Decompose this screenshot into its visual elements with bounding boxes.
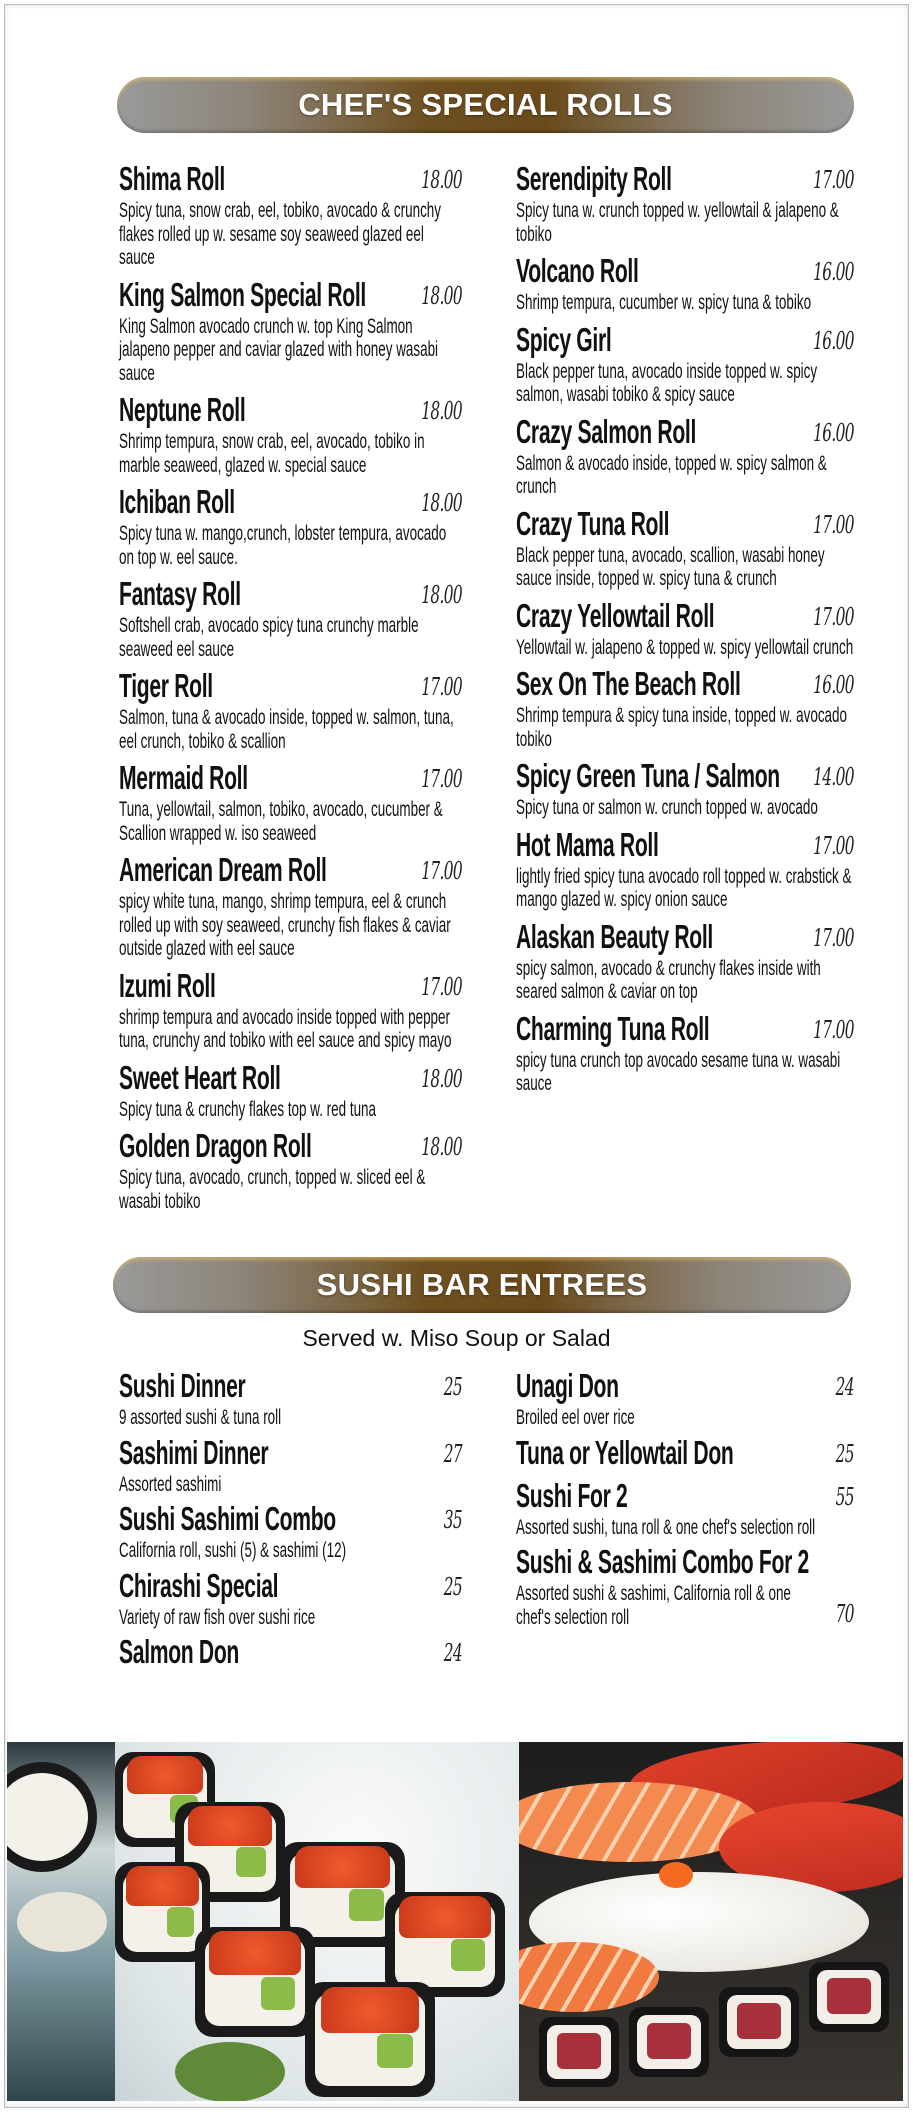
item-description: Shrimp tempura, snow crab, eel, avocado, tobiko in marble seaweed, glazed w. special sauce bbox=[119, 430, 425, 477]
menu-item-shima-roll bbox=[119, 159, 462, 270]
item-name: Chirashi Special bbox=[119, 1566, 279, 1604]
item-price: 14.00 bbox=[813, 763, 854, 791]
item-header-row bbox=[516, 1433, 854, 1473]
item-price: 16.00 bbox=[813, 326, 854, 355]
menu-item-crazy-yellowtail-roll bbox=[516, 596, 854, 660]
item-name: Spicy Green Tuna / Salmon bbox=[516, 757, 780, 794]
item-price: 25 bbox=[835, 1439, 854, 1468]
item-price: 18.00 bbox=[421, 581, 463, 609]
item-description: King Salmon avocado crunch w. top King Salmon jalapeno pepper and caviar glazed with honey wasabi sauce bbox=[119, 314, 439, 385]
item-header-row bbox=[119, 1433, 462, 1473]
item-description: Assorted sushi, tuna roll & one chef's selection roll bbox=[516, 1515, 816, 1539]
item-description: Shrimp tempura, cucumber w. spicy tuna & tobiko bbox=[516, 291, 812, 314]
menu-item-crazy-tuna-roll bbox=[516, 504, 854, 591]
menu-item-sashimi-dinner bbox=[119, 1433, 462, 1497]
item-name: Neptune Roll bbox=[119, 391, 246, 428]
item-header-row bbox=[516, 1476, 854, 1516]
item-name: Fantasy Roll bbox=[119, 575, 241, 612]
item-price: 25 bbox=[443, 1373, 463, 1401]
item-description: Spicy tuna or salmon w. crunch topped w. avocado bbox=[516, 796, 818, 819]
menu-item-tiger-roll bbox=[119, 666, 462, 753]
chef-special-left-column bbox=[119, 159, 462, 1218]
item-name: Sushi For 2 bbox=[516, 1476, 628, 1514]
item-name: Sushi & Sashimi Combo For 2 bbox=[516, 1543, 809, 1580]
item-header-row bbox=[516, 1542, 854, 1582]
item-header-row bbox=[119, 1632, 462, 1672]
item-header-row bbox=[119, 1566, 462, 1606]
item-description: Spicy tuna, avocado, crunch, topped w. sliced eel & wasabi tobiko bbox=[119, 1166, 426, 1213]
item-description: Salmon, tuna & avocado inside, topped w. salmon, tuna, eel crunch, tobiko & scallion bbox=[119, 706, 454, 753]
item-price: 24 bbox=[443, 1639, 463, 1667]
nigiri-sashimi-photo bbox=[519, 1742, 903, 2101]
item-header-row bbox=[119, 482, 462, 522]
item-name: American Dream Roll bbox=[119, 851, 327, 888]
item-price: 18.00 bbox=[421, 166, 463, 194]
sushi-bar-entrees-header bbox=[113, 1257, 851, 1313]
item-name: Unagi Don bbox=[516, 1367, 619, 1404]
menu-item-chirashi-special bbox=[119, 1566, 462, 1630]
item-name: Ichiban Roll bbox=[119, 483, 235, 520]
item-description: Yellowtail w. jalapeno & topped w. spicy yellowtail crunch bbox=[516, 635, 854, 659]
item-header-row bbox=[119, 1366, 462, 1406]
sushi-photo-left bbox=[7, 1742, 115, 2101]
item-name: Sushi Sashimi Combo bbox=[119, 1500, 336, 1537]
item-price: 18.00 bbox=[421, 1064, 463, 1093]
chef-special-right-column bbox=[516, 159, 854, 1101]
item-name: Golden Dragon Roll bbox=[119, 1127, 312, 1164]
item-description: Spicy tuna w. crunch topped w. yellowtail & jalapeno & tobiko bbox=[516, 199, 839, 246]
item-header-row bbox=[119, 850, 462, 890]
item-description: 9 assorted sushi & tuna roll bbox=[119, 1406, 282, 1429]
item-price: 16.00 bbox=[813, 418, 854, 447]
item-name: Izumi Roll bbox=[119, 966, 216, 1004]
item-description: Broiled eel over rice bbox=[516, 1406, 635, 1429]
menu-item-spicy-girl bbox=[516, 320, 854, 407]
menu-item-sushi-sashimi-combo bbox=[119, 1499, 462, 1563]
menu-item-sweet-heart-roll bbox=[119, 1058, 462, 1122]
item-header-row bbox=[119, 275, 462, 315]
menu-item-crazy-salmon-roll bbox=[516, 412, 854, 499]
chef-special-rolls-header bbox=[117, 77, 854, 133]
item-name: Crazy Salmon Roll bbox=[516, 412, 696, 450]
item-header-row bbox=[516, 412, 854, 452]
item-description: Variety of raw fish over sushi rice bbox=[119, 1605, 316, 1629]
item-price: 16.00 bbox=[813, 258, 854, 286]
menu-item-neptune-roll bbox=[119, 390, 462, 477]
item-name: Crazy Tuna Roll bbox=[516, 504, 670, 542]
item-header-row bbox=[516, 320, 854, 360]
item-header-row bbox=[119, 1058, 462, 1098]
item-description: Spicy tuna, snow crab, eel, tobiko, avocado & crunchy flakes rolled up w. sesame soy seaweed glazed eel sauce bbox=[119, 199, 441, 269]
item-description: Black pepper tuna, avocado, scallion, wasabi honey sauce inside, topped w. spicy tuna & crunch bbox=[516, 543, 825, 590]
item-header-row bbox=[516, 596, 854, 636]
item-name: Serendipity Roll bbox=[516, 160, 672, 197]
item-name: Spicy Girl bbox=[516, 320, 612, 358]
item-price: 18.00 bbox=[421, 397, 463, 425]
item-price: 17.00 bbox=[813, 510, 854, 539]
menu-item-sex-on-the-beach-roll bbox=[516, 664, 854, 751]
item-price: 18.00 bbox=[421, 489, 463, 517]
menu-item-tuna-or-yellowtail-don bbox=[516, 1433, 854, 1473]
item-description: lightly fried spicy tuna avocado roll topped w. crabstick & mango glazed w. spicy onion sauce bbox=[516, 864, 852, 911]
item-description: spicy salmon, avocado & crunchy flakes inside with seared salmon & caviar on top bbox=[516, 956, 821, 1003]
menu-item-king-salmon-special-roll bbox=[119, 275, 462, 386]
item-header-row bbox=[516, 664, 854, 704]
item-header-row bbox=[516, 504, 854, 544]
menu-item-serendipity-roll bbox=[516, 159, 854, 246]
item-name: Crazy Yellowtail Roll bbox=[516, 596, 715, 634]
item-name: Sashimi Dinner bbox=[119, 1433, 269, 1471]
item-price: 17.00 bbox=[421, 673, 463, 701]
menu-item-hot-mama-roll bbox=[516, 825, 854, 912]
item-price: 70 bbox=[835, 1600, 854, 1628]
item-description-row bbox=[516, 1582, 854, 1629]
item-price: 17.00 bbox=[813, 923, 854, 952]
item-price: 17.00 bbox=[813, 602, 854, 631]
item-price: 35 bbox=[443, 1506, 463, 1534]
menu-item-fantasy-roll bbox=[119, 574, 462, 661]
item-name: Charming Tuna Roll bbox=[516, 1009, 710, 1047]
menu-item-golden-dragon-roll bbox=[119, 1126, 462, 1213]
item-price: 16.00 bbox=[813, 671, 854, 699]
item-header-row bbox=[119, 574, 462, 614]
menu-item-sushi-for-2 bbox=[516, 1476, 854, 1540]
item-price: 25 bbox=[443, 1572, 463, 1601]
entrees-subtitle: Served w. Miso Soup or Salad bbox=[302, 1325, 611, 1351]
item-name: Tuna or Yellowtail Don bbox=[516, 1433, 734, 1471]
item-description: Assorted sashimi bbox=[119, 1472, 222, 1496]
menu-item-spicy-green-tuna-salmon bbox=[516, 756, 854, 820]
item-description: Spicy tuna w. mango,crunch, lobster tempura, avocado on top w. eel sauce. bbox=[119, 522, 447, 569]
item-header-row bbox=[516, 251, 854, 291]
item-price: 18.00 bbox=[421, 281, 463, 310]
item-name: Hot Mama Roll bbox=[516, 825, 659, 863]
menu-item-ichiban-roll bbox=[119, 482, 462, 569]
item-header-row bbox=[516, 756, 854, 796]
item-header-row bbox=[516, 825, 854, 865]
item-price: 24 bbox=[835, 1373, 854, 1401]
item-description: Softshell crab, avocado spicy tuna crunchy marble seaweed eel sauce bbox=[119, 614, 419, 661]
menu-item-unagi-don bbox=[516, 1366, 854, 1430]
item-header-row bbox=[516, 159, 854, 199]
item-description: Tuna, yellowtail, salmon, tobiko, avocado, cucumber & Scallion wrapped w. iso seaweed bbox=[119, 798, 443, 845]
item-price: 17.00 bbox=[813, 831, 854, 860]
item-description: Spicy tuna & crunchy flakes top w. red tuna bbox=[119, 1097, 376, 1121]
item-description: Shrimp tempura & spicy tuna inside, topped w. avocado tobiko bbox=[516, 704, 847, 751]
menu-item-volcano-roll bbox=[516, 251, 854, 315]
item-header-row bbox=[119, 390, 462, 430]
item-name: Sushi Dinner bbox=[119, 1367, 246, 1404]
item-price: 17.00 bbox=[421, 972, 463, 1001]
item-name: Alaskan Beauty Roll bbox=[516, 917, 713, 955]
menu-item-alaskan-beauty-roll bbox=[516, 917, 854, 1004]
item-name: Mermaid Roll bbox=[119, 759, 248, 796]
item-price: 18.00 bbox=[421, 1133, 463, 1161]
item-header-row bbox=[516, 1366, 854, 1406]
item-price: 17.00 bbox=[421, 857, 463, 885]
menu-item-sushi-sashimi-combo-for-2 bbox=[516, 1542, 854, 1629]
item-header-row bbox=[119, 1499, 462, 1539]
item-description: spicy tuna crunch top avocado sesame tuna w. wasabi sauce bbox=[516, 1048, 841, 1095]
item-name: Sweet Heart Roll bbox=[119, 1058, 281, 1096]
menu-item-izumi-roll bbox=[119, 966, 462, 1053]
food-photo-strip bbox=[7, 1742, 903, 2101]
section-title: CHEF'S SPECIAL ROLLS bbox=[298, 87, 673, 122]
item-name: Salmon Don bbox=[119, 1633, 240, 1670]
item-price: 17.00 bbox=[813, 1015, 854, 1044]
item-name: King Salmon Special Roll bbox=[119, 275, 366, 313]
item-description: Assorted sushi & sashimi, California roll & one chef's selection roll bbox=[516, 1582, 791, 1629]
entrees-right-column bbox=[516, 1366, 854, 1632]
sushi-rolls-photo bbox=[115, 1742, 519, 2101]
entrees-left-column bbox=[119, 1366, 462, 1675]
section-title: SUSHI BAR ENTREES bbox=[316, 1267, 648, 1302]
item-header-row bbox=[119, 758, 462, 798]
item-description: Black pepper tuna, avocado inside topped w. spicy salmon, wasabi tobiko & spicy sauce bbox=[516, 359, 818, 406]
item-description: California roll, sushi (5) & sashimi (12) bbox=[119, 1539, 347, 1562]
item-price: 17.00 bbox=[421, 765, 463, 793]
menu-item-salmon-don bbox=[119, 1632, 462, 1672]
item-description: spicy white tuna, mango, shrimp tempura, eel & crunch rolled up with soy seaweed, crunchy fish flakes & caviar outside glazed with eel sauce bbox=[119, 890, 451, 960]
item-header-row bbox=[119, 966, 462, 1006]
menu-item-sushi-dinner bbox=[119, 1366, 462, 1430]
menu-item-american-dream-roll bbox=[119, 850, 462, 961]
item-header-row bbox=[516, 917, 854, 957]
item-header-row bbox=[119, 1126, 462, 1166]
menu-item-mermaid-roll bbox=[119, 758, 462, 845]
item-header-row bbox=[119, 666, 462, 706]
item-price: 27 bbox=[443, 1439, 463, 1468]
item-description: shrimp tempura and avocado inside topped with pepper tuna, crunchy and tobiko with eel sauce and spicy mayo bbox=[119, 1005, 452, 1052]
item-header-row bbox=[516, 1009, 854, 1049]
item-name: Volcano Roll bbox=[516, 252, 639, 289]
item-name: Sex On The Beach Roll bbox=[516, 665, 741, 702]
item-header-row bbox=[119, 159, 462, 199]
item-price: 17.00 bbox=[813, 166, 854, 194]
item-name: Shima Roll bbox=[119, 160, 225, 197]
item-name: Tiger Roll bbox=[119, 667, 213, 704]
menu-item-charming-tuna-roll bbox=[516, 1009, 854, 1096]
item-price: 55 bbox=[835, 1482, 854, 1511]
item-description: Salmon & avocado inside, topped w. spicy salmon & crunch bbox=[516, 451, 827, 498]
